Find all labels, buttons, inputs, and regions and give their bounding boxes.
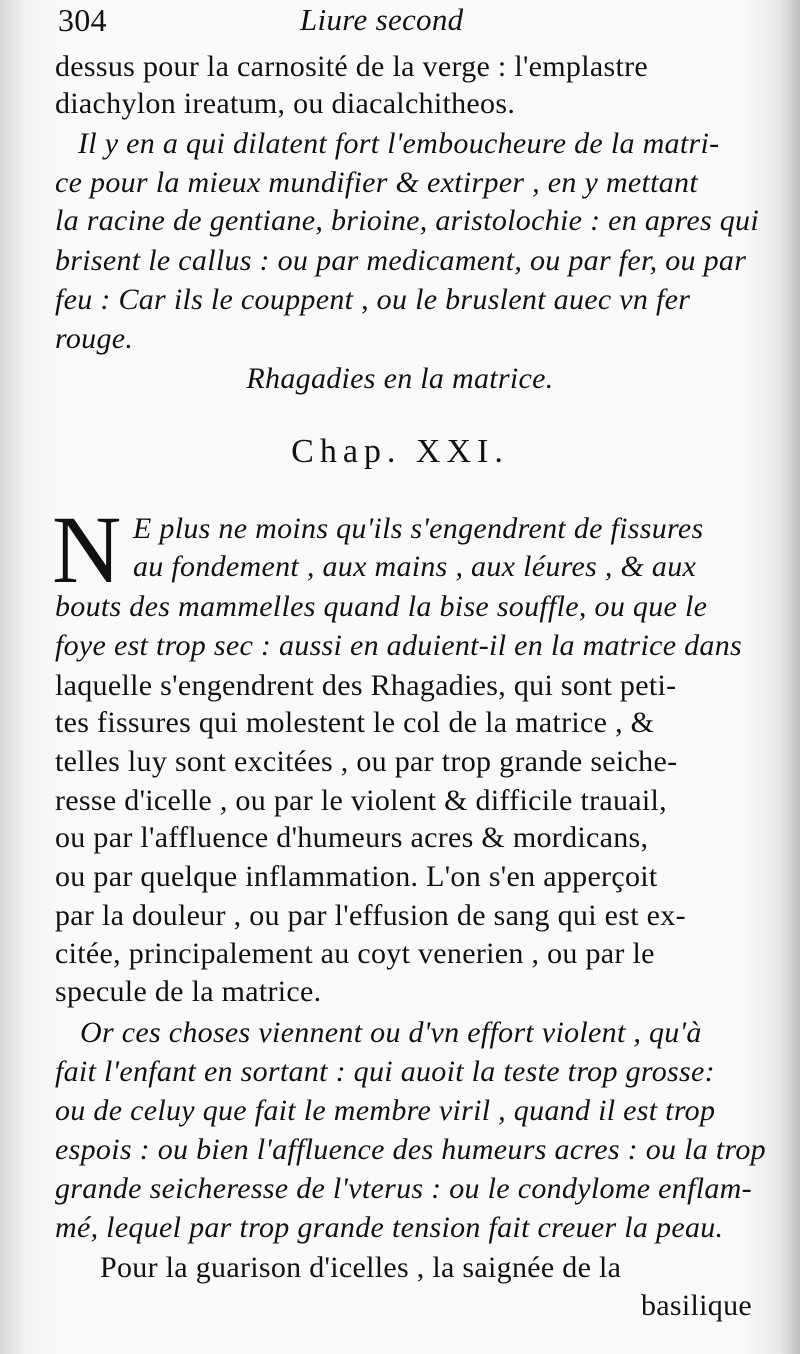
text-line: Il y en a qui dilatent fort l'emboucheure de la matri- [78, 127, 720, 160]
text-line: citée, principalement au coyt venerien , ou par le [55, 937, 655, 970]
text-line: ce pour la mieux mundifier & extirper , en y mettant [55, 166, 698, 199]
text-line: Pour la guarison d'icelles , la saignée de la [100, 1251, 622, 1284]
text-line: ou de celuy que fait le membre viril , quand il est trop [55, 1094, 716, 1127]
text-line: ou par l'affluence d'humeurs acres & mordicans, [55, 821, 649, 854]
text-line: mé, lequel par trop grande tension fait creuer la peau. [55, 1211, 724, 1244]
text-line: grande seicheresse de l'vterus : ou le condylome enflam- [55, 1172, 752, 1205]
running-head: Liure second [300, 2, 464, 37]
text-line: E plus ne moins qu'ils s'engendrent de fissures [133, 512, 704, 545]
text-line: feu : Car ils le couppent , ou le bruslent auec vn fer [55, 283, 691, 316]
text-line: rouge. [55, 322, 134, 355]
text-line: au fondement , aux mains , aux léures , & aux [133, 550, 697, 583]
text-line: tes fissures qui molestent le col de la matrice , & [55, 706, 655, 739]
text-line: par la douleur , ou par l'effusion de sang qui est ex- [55, 899, 686, 932]
text-line: resse d'icelle , ou par le violent & difficile trauail, [55, 784, 667, 817]
text-line: brisent le callus : ou par medicament, ou par fer, ou par [55, 244, 747, 277]
text-line: specule de la matrice. [55, 975, 322, 1008]
text-line: diachylon ireatum, ou diacalchitheos. [55, 87, 516, 120]
text-line: bouts des mammelles quand la bise souffle, ou que le [55, 590, 708, 623]
drop-cap: N [52, 496, 122, 603]
page-number: 304 [58, 2, 107, 38]
text-line: Or ces choses viennent ou d'vn effort violent , qu'à [80, 1016, 702, 1049]
text-line: foye est trop sec : aussi en aduient-il en la matrice dans [55, 629, 742, 662]
text-line: espois : ou bien l'affluence des humeurs acres : ou la trop [55, 1133, 766, 1166]
text-line: laquelle s'engendrent des Rhagadies, qui sont peti- [55, 669, 677, 702]
text-line: la racine de gentiane, brioine, aristolochie : en apres qui [55, 204, 759, 237]
text-line: dessus pour la carnosité de la verge : l'emplastre [55, 50, 648, 83]
section-title: Rhagadies en la matrice. [246, 362, 554, 395]
text-line: ou par quelque inflammation. L'on s'en apperçoit [55, 860, 658, 893]
text-line: fait l'enfant en sortant : qui auoit la teste trop grosse: [55, 1055, 715, 1088]
chapter-heading: Chap. XXI. [291, 433, 509, 470]
catchword: basilique [640, 1289, 752, 1322]
text-line: telles luy sont excitées , ou par trop grande seiche- [55, 745, 678, 778]
